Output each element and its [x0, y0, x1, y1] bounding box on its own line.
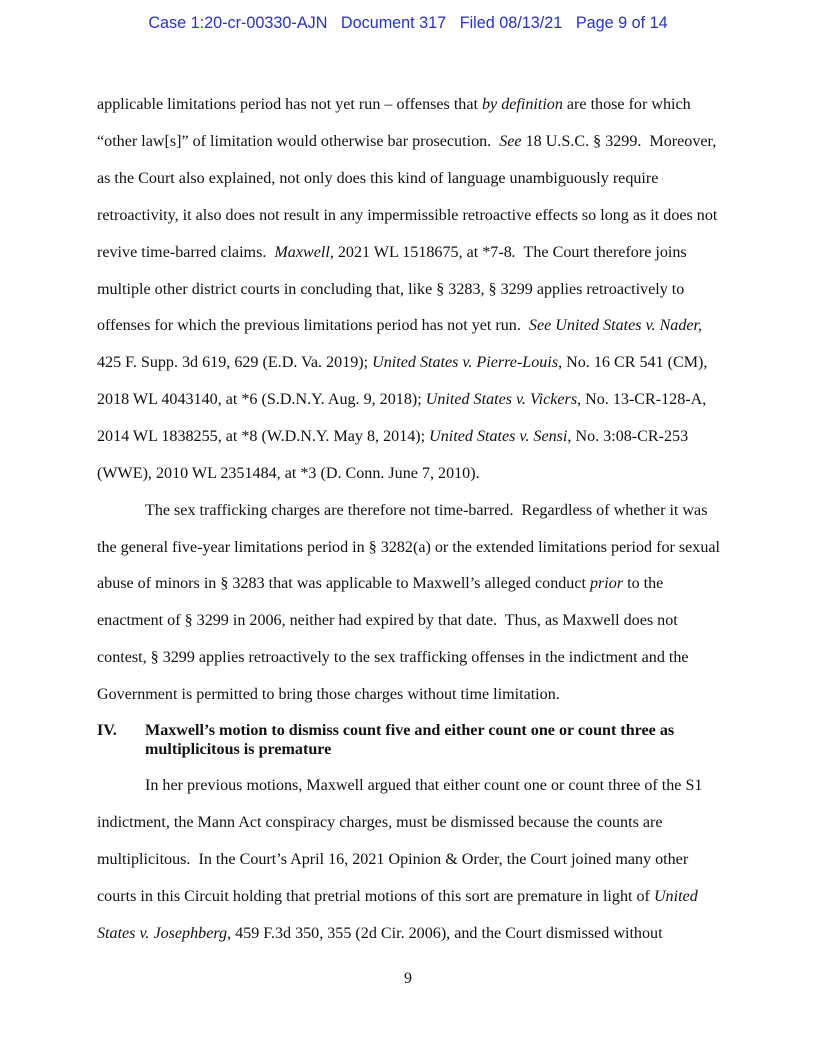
text-line: the general five-year limitations period in § 3282(a) or the extended limitations period for sexual: [97, 539, 720, 556]
text-line: offenses for which the previous limitations period has not yet run. See United States v. Nader,: [97, 317, 703, 334]
text-line: 425 F. Supp. 3d 619, 629 (E.D. Va. 2019); United States v. Pierre-Louis, No. 16 CR 541 (CM),: [97, 354, 708, 371]
text-line: applicable limitations period has not yet run – offenses that by definition are those for which: [97, 96, 691, 113]
text-line: “other law[s]” of limitation would otherwise bar prosecution. See 18 U.S.C. § 3299. Moreover,: [97, 133, 717, 150]
section-number: IV.: [97, 722, 117, 739]
text-line: States v. Josephberg, 459 F.3d 350, 355 (2d Cir. 2006), and the Court dismissed without: [97, 925, 663, 942]
text-line: (WWE), 2010 WL 2351484, at *3 (D. Conn. June 7, 2010).: [97, 465, 480, 482]
text-line: In her previous motions, Maxwell argued that either count one or count three of the S1: [145, 777, 703, 794]
case-number: Case 1:20-cr-00330-AJN: [148, 14, 328, 32]
text-line: retroactivity, it also does not result in any impermissible retroactive effects so long as it does not: [97, 207, 718, 224]
text-line: 2014 WL 1838255, at *8 (W.D.N.Y. May 8, 2014); United States v. Sensi, No. 3:08-CR-253: [97, 428, 689, 445]
text-line: contest, § 3299 applies retroactively to the sex trafficking offenses in the indictment and the: [97, 649, 689, 666]
filed-date: Filed 08/13/21: [459, 14, 563, 32]
case-header: [0, 14, 816, 33]
text-line: abuse of minors in § 3283 that was applicable to Maxwell’s alleged conduct prior to the: [97, 575, 664, 592]
text-line: Government is permitted to bring those charges without time limitation.: [97, 686, 560, 703]
page-indicator: Page 9 of 14: [575, 14, 668, 32]
text-line: multiple other district courts in concluding that, like § 3283, § 3299 applies retroactively to: [97, 281, 685, 298]
section-title-line-1: Maxwell’s motion to dismiss count five and either count one or count three as: [145, 722, 675, 739]
text-line: multiplicitous. In the Court’s April 16, 2021 Opinion & Order, the Court joined many other: [97, 851, 689, 868]
text-line: revive time-barred claims. Maxwell, 2021 WL 1518675, at *7-8. The Court therefore joins: [97, 244, 687, 261]
text-line: as the Court also explained, not only does this kind of language unambiguously require: [97, 170, 659, 187]
page-number: 9: [404, 970, 412, 987]
text-line: courts in this Circuit holding that pretrial motions of this sort are premature in light of United: [97, 888, 698, 905]
section-title-line-2: multiplicitous is premature: [145, 741, 332, 758]
document-number: Document 317: [340, 14, 447, 32]
text-line: indictment, the Mann Act conspiracy charges, must be dismissed because the counts are: [97, 814, 663, 831]
text-line: enactment of § 3299 in 2006, neither had expired by that date. Thus, as Maxwell does not: [97, 612, 678, 629]
text-line: The sex trafficking charges are therefore not time-barred. Regardless of whether it was: [145, 502, 708, 519]
text-line: 2018 WL 4043140, at *6 (S.D.N.Y. Aug. 9, 2018); United States v. Vickers, No. 13-CR-128-A,: [97, 391, 707, 408]
